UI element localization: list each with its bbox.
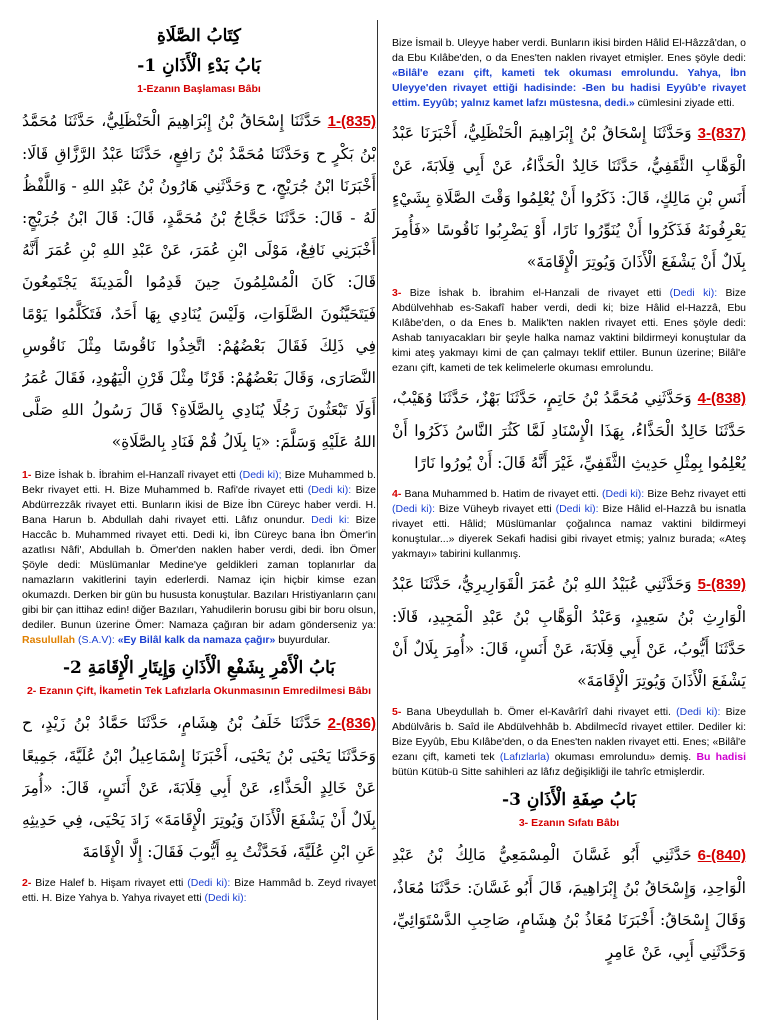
hadith-838-text: وَحَدَّثَنِي مُحَمَّدُ بْنُ حَاتِمٍ، حَدَّثَنَا بَهْزٌ، حَدَّثَنَا وُهَيْبٌ، حَدَّثَنَا خَالِدٌ الْحَذَّاءُ، بِهَذَا الْإِسْنَادِ لَمَّا كَثُرَ النَّاسُ ذَكَرُوا أَنْ يُعْلِمُوا بِمِثْلِ حَدِيثِ الثَّقَفِيِّ، غَيْرَ أَنَّهُ قَالَ: أَنْ يُورُوا نَارًا (392, 389, 746, 472)
translation-3-part-b: Bize Abdülvehhab es-Sakafî haber verdi, dedi ki; bize Hâlid el-Hazzâ, Ebu Kılâbe'den, o da Enes b. Malik'ten naklen rivayet etti. Enes şöyle dedi: Ashab tanıyacakları bir şeyle halka namaz vaktini bildirmeyi konuştular da kimi ateş yakmayı kimi de çan çalmayı teklif ettiler. Bunun üzerine; Bilâl'e ezanı çift, kameti de tek kelimelerle okuması emrolundu. (392, 287, 746, 374)
rasulullah: Rasulullah (22, 634, 76, 646)
bab1-subtitle: 1-Ezanın Başlaması Bâbı (137, 83, 261, 95)
dedi-ki: (Dedi ki): (676, 706, 721, 718)
translation-4 (392, 487, 746, 562)
translation-2c-quote: «Bilâl'e ezanı çift, kameti tek okuması emrolundu. Yahya, İbn Uleyye'den rivayet ettiği hadisinde: -Ben bu hadisi Eyyûb'e rivayet ettim. Eyyûb; yalnız kamet lafzı müstesna, dedi.» (392, 67, 746, 109)
hadith-837-text: وَحَدَّثَنَا إِسْحَاقُ بْنُ إِبْرَاهِيمَ الْحَنْظَلِيُّ، أَخْبَرَنَا عَبْدُ الْوَهَّابِ الثَّقَفِيُّ، حَدَّثَنَا خَالِدٌ الْحَذَّاءُ، عَنْ أَبِي قِلَابَةَ، عَنْ أَنَسِ بْنِ مَالِكٍ، قَالَ: ذَكَرُوا أَنْ يُعْلِمُوا وَقْتَ الصَّلَاةِ بِشَيْءٍ يَعْرِفُونَهُ فَذَكَرُوا أَنْ يُنَوِّرُوا نَارًا، أَوْ يَضْرِبُوا نَاقُوسًا «فَأُمِرَ بِلَالٌ أَنْ يَشْفَعَ الْأَذَانَ وَيُوتِرَ الْإِقَامَةَ» (392, 124, 746, 271)
bab2-subtitle: 2- Ezanın Çift, İkametin Tek Lafızlarla Okunmasının Emredilmesi Bâbı (26, 685, 372, 697)
hadith-837 (392, 117, 746, 278)
translation-1-part-c: Bize Abdürrezzâk rivayet etti. Bunların ikisi de Bize İbn Cüreyc haber verdi. H. Bana Harun b. Abdullah dahi rivayet etti. Lâfız onundur. (22, 484, 376, 526)
translation-2c-part-a: Bize İsmail b. Uleyye haber verdi. Bunların ikisi birden Hâlid El-Hâzzâ'dan, o da Ebu Kılâbe'den, o da Enes'ten naklen rivayet etmişler. Enes şöyle dedi: (392, 37, 746, 64)
translation-5-part-a: Bana Ubeydullah b. Ömer el-Kavârîrî dahi rivayet etti. (401, 706, 677, 718)
hadith-836-text: حَدَّثَنَا خَلَفُ بْنُ هِشَامٍ، حَدَّثَنَا حَمَّادُ بْنُ زَيْدٍ، ح وَحَدَّثَنَا يَحْيَى بْنُ يَحْيَى، أَخْبَرَنَا إِسْمَاعِيلُ ابْنُ عُلَيَّةَ، جَمِيعًا عَنْ خَالِدٍ الْحَذَّاءِ، عَنْ أَبِي قِلَابَةَ، عَنْ أَنَسٍ، قَالَ: «أُمِرَ بِلَالٌ أَنْ يَشْفَعَ الْأَذَانَ وَيُوتِرَ الْإِقَامَةَ» زَادَ يَحْيَى، فِي حَدِيثِهِ عَنِ ابْنِ عُلَيَّةَ، فَحَدَّثْتُ بِهِ أَيُّوبَ فَقَالَ: إِلَّا الْإِقَامَةَ (22, 714, 376, 861)
translation-4-number: 4- (392, 488, 402, 500)
dedi-ki: Dedi ki: (311, 514, 350, 526)
column-divider (377, 20, 378, 1020)
hadith-number-838: 4-(838) (697, 390, 746, 407)
bab3-subtitle: 3- Ezanın Sıfatı Bâbı (518, 817, 620, 829)
translation-5-part-b: Bize Abdülvâris b. Saîd ile Abdülvehhâb b. Abdilmecîd rivayet ettiler. Dediler ki: Bize Eyyûb, Ebu Kılâbe'den, o da Enes'ten naklen rivayet etti. Enes; «Bilâl'e ezanı çift, kameti tek (392, 706, 746, 763)
bab2-title: بَابُ الْأَمْرِ بِشَفْعِ الْأَذَانِ وَإِيتَارِ الْإِقَامَةِ 2- (62, 658, 336, 678)
hadith-number-836: 2-(836) (327, 715, 376, 732)
translation-4-part-c: Bize Vüheyb rivayet etti (435, 503, 556, 515)
right-column (392, 0, 746, 1024)
bab3-title: بَابُ صِفَةِ الْأَذَانِ 3- (502, 790, 636, 810)
dedi-ki: (Dedi ki): (601, 488, 645, 500)
translation-2-part-a: Bize Halef b. Hişam rivayet etti (31, 877, 188, 889)
translation-1-part-d: Bize Haccâc b. Muhammed rivayet etti. Dedi ki, İbn Cüreyc bana İbn Ömer'in azatlısı Nâfi', Abdullah b. Ömer'den naklen haber verdi, dedi. İbn Ömer Şöyle dedi: Müslümanlar Medine'ye geldikleri zaman toplanırlar da namazların vakitlerini tayin ederlerdi. Namaz için hiçbir kimse ezan okumazdı. Derken bir gün bu hususta konuştular. Bazıları Hristiyanların çanı gibi bir çan ittihaz edin! diğer Bazıları, Yahudilerin borusu gibi bir boru olsun, dediler. Bunun üzerine Ömer: Namaza çağıran bir adam gönderseniz ya: (22, 514, 376, 631)
hadith-number-840: 6-(840) (697, 847, 746, 864)
left-column (22, 0, 376, 1024)
dedi-ki: (Dedi ki): (669, 287, 718, 299)
translation-1-quote: «Ey Bilâl kalk da namaza çağır» (114, 634, 276, 646)
translation-2 (22, 876, 376, 906)
dedi-ki: (Dedi ki): (187, 877, 231, 889)
hadith-number-839: 5-(839) (697, 576, 746, 593)
translation-5-part-d: bütün Kütüb-ü Sitte sahihleri az lâfız değişikliği ile tahrîc etmişlerdir. (392, 766, 705, 778)
dedi-ki: (Dedi ki): (307, 484, 352, 496)
dedi-ki: (Dedi ki); (239, 469, 282, 481)
translation-4-part-b: Bize Behz rivayet etti (644, 488, 746, 500)
translation-5 (392, 705, 746, 780)
translation-1-part-a: Bize İshak b. İbrahim el-Hanzalî rivayet etti (31, 469, 240, 481)
dedi-ki: (Dedi ki): (555, 503, 599, 515)
hadith-number-837: 3-(837) (697, 125, 746, 142)
book-title: كِتَابُ الصَّلَاةِ (156, 26, 242, 46)
translation-5-number: 5- (392, 706, 402, 718)
dedi-ki: (Dedi ki): (204, 892, 247, 904)
translation-2c-end: cümlesini ziyade etti. (634, 97, 735, 109)
hadith-840 (392, 839, 746, 968)
hadith-number-835: 1-(835) (327, 113, 376, 130)
hadith-840-text: حَدَّثَنِي أَبُو غَسَّانَ الْمِسْمَعِيُّ مَالِكُ بْنُ عَبْدِ الْوَاحِدِ، وَإِسْحَاقُ بْنُ إِبْرَاهِيمَ، قَالَ أَبُو غَسَّانَ: حَدَّثَنَا مُعَاذٌ، وَقَالَ إِسْحَاقُ: أَخْبَرَنَا مُعَاذُ بْنُ هِشَامٍ، صَاحِبِ الدَّسْتَوَائِيِّ، وَحَدَّثَنِي أَبِي، عَنْ عَامِرٍ (392, 846, 746, 961)
translation-4-part-a: Bana Muhammed b. Hatim de rivayet etti. (401, 488, 602, 500)
translation-1-end: buyurdular. (275, 634, 331, 646)
hadith-839-text: وَحَدَّثَنِي عُبَيْدُ اللهِ بْنُ عُمَرَ الْقَوَارِيرِيُّ، حَدَّثَنَا عَبْدُ الْوَارِثِ بْنُ سَعِيدٍ، وَعَبْدُ الْوَهَّابِ بْنُ عَبْدِ الْمَجِيدِ، قَالَا: حَدَّثَنَا أَيُّوبُ، عَنْ أَبِي قِلَابَةَ، عَنْ أَنَسٍ، قَالَ: «أُمِرَ بِلَالٌ أَنْ يَشْفَعَ الْأَذَانَ وَيُوتِرَ الْإِقَامَةَ» (392, 575, 746, 690)
hadith-835-text: حَدَّثَنَا إِسْحَاقُ بْنُ إِبْرَاهِيمَ الْحَنْظَلِيُّ، حَدَّثَنَا مُحَمَّدُ بْنُ بَكْرٍ ح وَحَدَّثَنَا مُحَمَّدُ بْنُ رَافِعٍ، حَدَّثَنَا عَبْدُ الرَّزَّاقِ قَالَا: أَخْبَرَنَا ابْنُ جُرَيْجٍ، ح وَحَدَّثَنِي هَارُونُ بْنُ عَبْدِ اللهِ - وَاللَّفْظُ لَهُ - قَالَ: حَدَّثَنَا حَجَّاجُ بْنُ مُحَمَّدٍ، قَالَ: قَالَ ابْنُ جُرَيْجٍ: أَخْبَرَنِي نَافِعٌ، مَوْلَى ابْنِ عُمَرَ، عَنْ عَبْدِ اللهِ بْنِ عُمَرَ أَنَّهُ قَالَ: كَانَ الْمُسْلِمُونَ حِينَ قَدِمُوا الْمَدِينَةَ يَجْتَمِعُونَ فَيَتَحَيَّنُونَ الصَّلَوَاتِ، وَلَيْسَ يُنَادِي بِهَا أَحَدٌ، فَتَكَلَّمُوا يَوْمًا فِي ذَلِكَ فَقَالَ بَعْضُهُمْ: اتَّخِذُوا نَاقُوسًا مِثْلَ نَاقُوسِ النَّصَارَى، وَقَالَ بَعْضُهُمْ: قَرْنًا مِثْلَ قَرْنِ الْيَهُودِ، فَقَالَ عُمَرُ أَوَلَا تَبْعَثُونَ رَجُلًا يُنَادِي بِالصَّلَاةِ؟ قَالَ رَسُولُ اللهِ صَلَّى اللهُ عَلَيْهِ وَسَلَّمَ: «يَا بِلَالُ قُمْ فَنَادِ بِالصَّلَاةِ» (22, 112, 376, 451)
hadith-838 (392, 382, 746, 479)
translation-5-part-c: okuması emrolundu» demiş. (549, 751, 697, 763)
hadith-839 (392, 568, 746, 697)
sav: (S.A.V): (75, 634, 115, 646)
translation-2-part-b: Bize Hammâd b. Zeyd rivayet etti. H. Bize Yahya b. Yahya rivayet etti (22, 877, 376, 904)
translation-3-part-a: Bize İshak b. İbrahim el-Hanzali de rivayet etti (401, 287, 670, 299)
translation-2-continued (392, 36, 746, 111)
lafizlarla: (Lafızlarla) (499, 751, 550, 763)
dedi-ki: (Dedi ki): (392, 503, 436, 515)
translation-1-number: 1- (22, 469, 32, 481)
bab1-title: بَابُ بَدْءِ الْأَذَانِ 1- (137, 56, 261, 76)
hadith-836 (22, 707, 376, 868)
translation-1-part-b: Bize Muhammed b. Bekr rivayet etti. H. Bize Muhammed b. Rafi'de rivayet etti (22, 469, 376, 496)
bu-hadisi: Bu hadisi (696, 751, 746, 763)
translation-4-part-d: Bize Hâlid el-Hazzâ bu isnatla rivayet etti. Hâlid; Müslümanlar çoğalınca namaz vaktini bildirmeyi konuştular...» diyerek Sekafi hadisi gibi rivayet etmiş; yalnız burada; «Ateş yakmayı» tabirini kullanmış. (392, 503, 746, 560)
hadith-835 (22, 105, 376, 458)
translation-3 (392, 286, 746, 376)
translation-3-number: 3- (392, 287, 402, 299)
translation-2-number: 2- (22, 877, 32, 889)
translation-1 (22, 468, 376, 648)
